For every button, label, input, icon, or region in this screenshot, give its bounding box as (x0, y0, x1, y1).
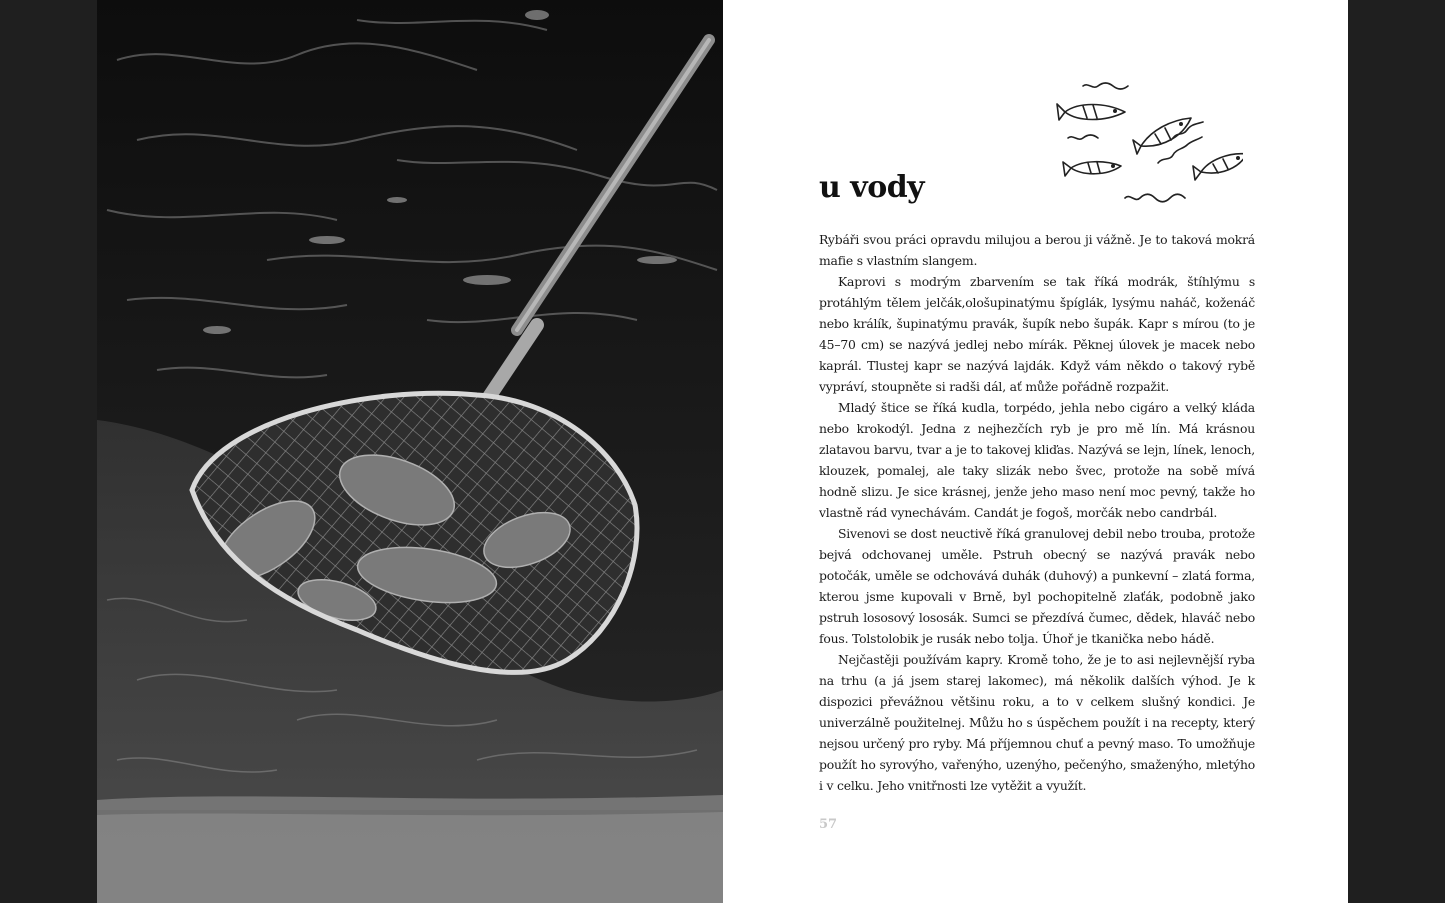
paragraph: Rybáři svou práci opravdu milujou a berou ji vážně. Je to taková mokrá mafie s vlastním slangem. (819, 232, 1255, 268)
body-text (819, 229, 1255, 796)
paragraph: Nejčastěji používám kapry. Kromě toho, že je to asi nejlevnější ryba na trhu (a já jsem starej lakomec), má několik dalších výhod. Je k dispozici převážnou většinu roku, a to v celkem slušný kondici. Je univerzálně použitelnej. Můžu ho s úspěchem použít i na recepty, který nejsou určený pro ryby. Má příjemnou chuť a pevný maso. To umožňuje použít ho syrovýho, vařenýho, uzenýho, pečenýho, smaženýho, mletýho i v celku. Jeho vnitřnosti lze vytěžit a využít. (819, 652, 1255, 793)
paragraph: Sivenovi se dost neuctivě říká granulovej debil nebo trouba, protože bejvá odchovanej uměle. Pstruh obecný se nazývá pravák nebo potočák, uměle se odchovává duhák (duhový) a punkevní – zlatá forma, kterou jsme kupovali v Brně, byl pochopitelně zlaťák, podobně jako pstruh lososový lososák. Sumci se přezdívá čumec, dědek, hlaváč nebo fous. Tolstolobik je rusák nebo tolja. Úhoř je tkanička nebo hádě. (819, 526, 1255, 646)
paragraph: Mladý štice se říká kudla, torpédo, jehla nebo cigáro a velký kláda nebo krokodýl. Jedna z nejhezčích ryb je pro mě lín. Má krásnou zlatavou barvu, tvar a je to takovej kliďas. Nazývá se lejn, línek, lenoch, klouzek, pomalej, ale taky slizák nebo švec, protože na sobě mívá hodně slizu. Je sice krásnej, jenže jeho maso není moc pevný, takže ho vlastně rád vynechávám. Candát je fogoš, morčák nebo candrbál. (819, 400, 1255, 520)
landing-net-with-fish-photo (97, 0, 723, 903)
photo-page (97, 0, 723, 903)
chapter-title: u vody (819, 170, 925, 205)
book-spread (97, 0, 1348, 903)
fish-doodle-illustration (1033, 78, 1243, 218)
page-number: 57 (819, 817, 838, 832)
paragraph: Kaprovi s modrým zbarvením se tak říká modrák, štíhlýmu s protáhlým tělem jelčák,ološupinatýmu špíglák, lysýmu naháč, koženáč nebo králík, šupinatýmu pravák, šupík nebo šupák. Kapr s mírou (to je 45–70 cm) se nazývá jedlej nebo mírák. Pěknej úlovek je macek nebo kaprál. Tlustej kapr se nazývá lajdák. Když vám někdo o takový rybě vypráví, stoupněte si radši dál, ať může pořádně rozpažit. (819, 274, 1255, 394)
text-page (723, 0, 1348, 903)
